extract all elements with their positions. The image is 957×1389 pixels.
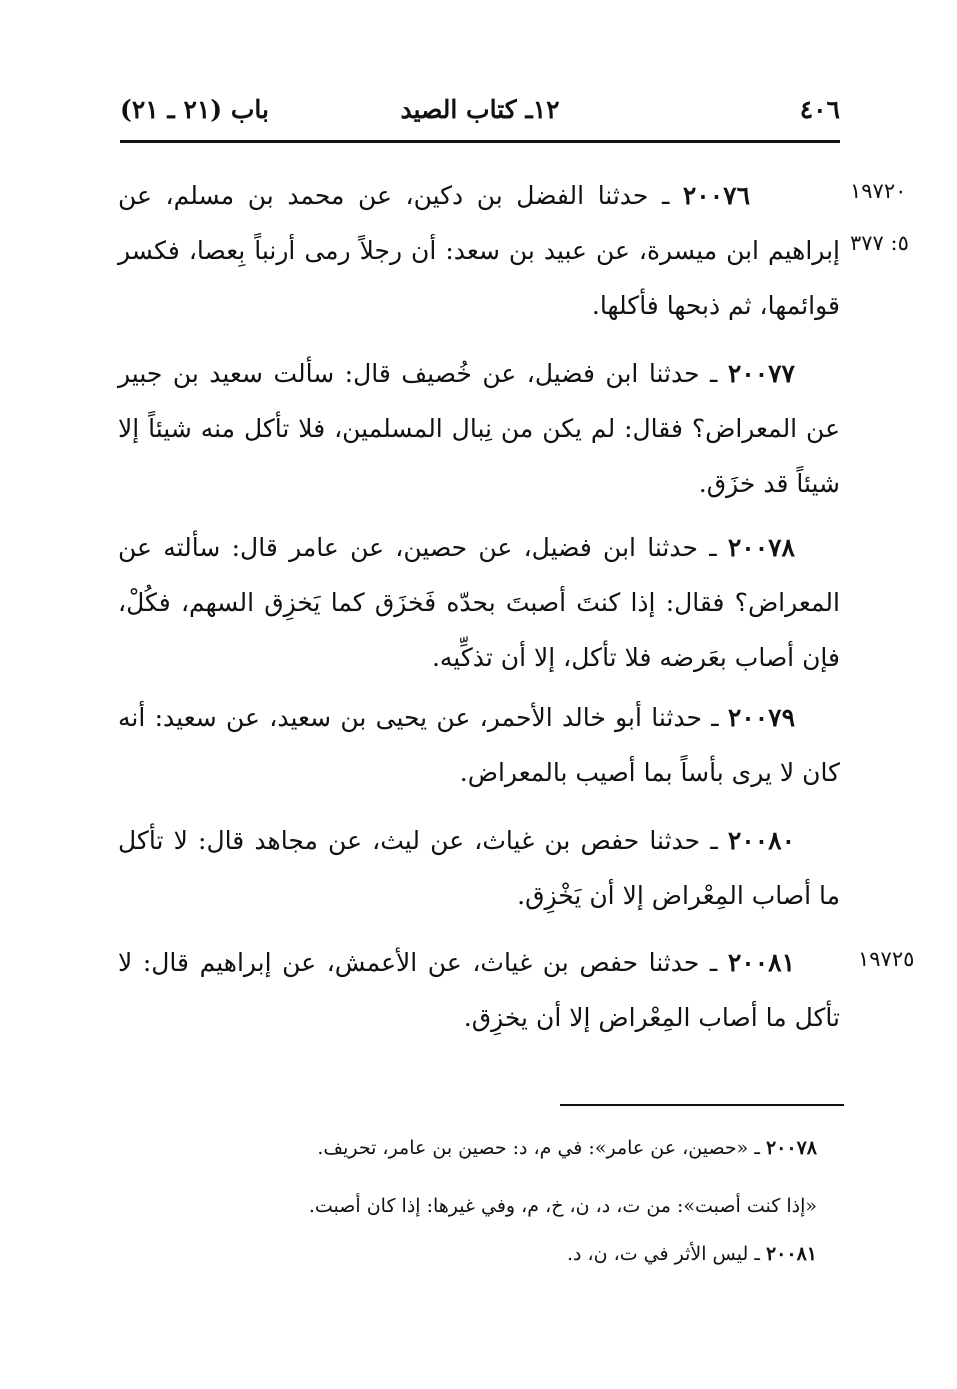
entry-number: ٢٠٠٨٠ <box>727 826 795 855</box>
footnote-text: «إذا كنت أصبت»: من ت، د، ن، خ، م، وفي غيرها: إذا كان أصبت. <box>308 1195 817 1217</box>
entry-text <box>118 935 840 1045</box>
entry-body: ـ حدثنا حفص بن غياث، عن ليث، عن مجاهد قال: لا تأكل ما أصاب المِعْراض إلا أن يَخْزِق. <box>118 826 840 910</box>
hadith-entry <box>118 520 840 685</box>
entry-text <box>118 813 840 923</box>
margin-reference: ١٩٧٢٠ <box>850 179 907 203</box>
footnote-number: ٢٠٠٨١ <box>765 1243 817 1265</box>
hadith-entry <box>118 935 840 1045</box>
hadith-entry <box>118 690 840 800</box>
entry-number: ٢٠٠٧٩ <box>727 703 795 732</box>
margin-reference: ٥: ٣٧٧ <box>850 231 909 255</box>
chapter-reference: باب (٢١ ـ ٢١) <box>120 95 269 124</box>
entry-body: ـ حدثنا حفص بن غياث، عن الأعمش، عن إبراهيم قال: لا تأكل ما أصاب المِعْراض إلا أن يخزِق. <box>118 948 840 1032</box>
footnote-number: ٢٠٠٧٨ <box>765 1137 817 1159</box>
entry-text <box>118 520 840 685</box>
book-title: ١٢ـ كتاب الصيد <box>400 95 560 124</box>
footnote-text: ـ ليس الأثر في ت، ن، د. <box>566 1243 760 1265</box>
page-number: ٤٠٦ <box>799 95 840 124</box>
footnote-rule <box>560 1104 844 1106</box>
footnote <box>177 1240 817 1268</box>
hadith-entry <box>118 168 840 333</box>
entry-number: ٢٠٠٨١ <box>727 948 795 977</box>
entry-body: ـ حدثنا ابن فضيل، عن حصين، عن عامر قال: سألته عن المعراض؟ فقال: إذا كنتَ أصبتَ بحدّه فَخزَق كما يَخزِق السهم، فكُلْ، فإن أصاب بعَرضه فلا تأكل، إلا أن تذكِّيه. <box>118 533 840 672</box>
header-rule <box>120 140 840 143</box>
hadith-entry <box>118 813 840 923</box>
entry-text <box>118 346 840 511</box>
hadith-entry <box>118 346 840 511</box>
entry-text <box>118 168 840 333</box>
margin-reference: ١٩٧٢٥ <box>858 947 915 971</box>
entry-number: ٢٠٠٧٧ <box>727 359 795 388</box>
footnote <box>177 1192 817 1220</box>
entry-body: ـ حدثنا الفضل بن دكين، عن محمد بن مسلم، عن إبراهيم ابن ميسرة، عن عبيد بن سعد: أن رجلاً رمى أرنباً بِعصا، فكسر قوائمها، ثم ذبحها فأكلها. <box>118 181 840 320</box>
entry-body: ـ حدثنا ابن فضيل، عن خُصيف قال: سألت سعيد بن جبير عن المعراض؟ فقال: لم يكن من نِبال المسلمين، فلا تأكل منه شيئاً إلا شيئاً قد خزَق. <box>118 359 840 498</box>
entry-text <box>118 690 840 800</box>
running-header <box>120 92 840 132</box>
entry-body: ـ حدثنا أبو خالد الأحمر، عن يحيى بن سعيد، عن سعيد: أنه كان لا يرى بأساً بما أصيب بالمعراض. <box>118 703 840 787</box>
entry-number: ٢٠٠٧٦ <box>682 181 750 210</box>
entry-number: ٢٠٠٧٨ <box>727 533 795 562</box>
footnote-text: ـ «حصين، عن عامر»: في م، د: حصين بن عامر، تحريف. <box>317 1137 760 1159</box>
footnote <box>177 1134 817 1162</box>
